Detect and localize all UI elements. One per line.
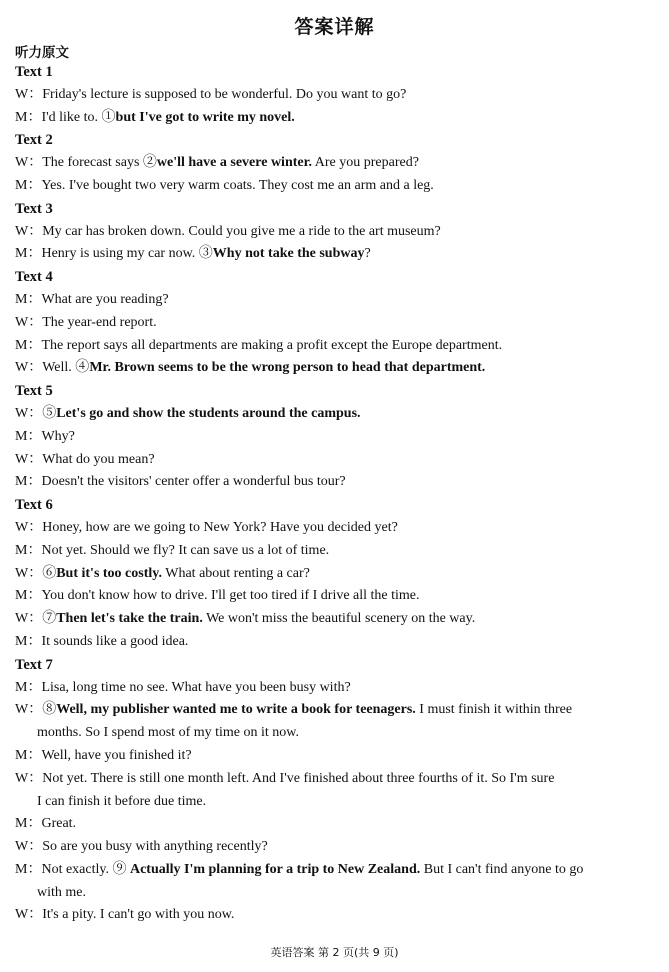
speaker-label: W：: [15, 86, 43, 102]
transcript-body: [15, 61, 657, 927]
text-heading: Text 5: [15, 383, 53, 400]
answer-highlight: Then let's take the train.: [56, 611, 203, 627]
line-text-after: ?: [364, 246, 371, 262]
line-text-after: I must finish it within three: [415, 702, 573, 718]
answer-highlight: we'll have a severe winter.: [156, 155, 313, 171]
speaker-label: W：: [15, 451, 43, 467]
line-text: ⑥: [42, 565, 57, 581]
speaker-label: M：: [15, 679, 42, 695]
text-heading: Text 4: [15, 269, 53, 286]
dialogue-line: [15, 471, 657, 494]
line-text: Not yet. Should we fly? It can save us a lot of time.: [41, 542, 330, 558]
dialogue-line: [15, 221, 657, 244]
dialogue-line: [15, 357, 657, 380]
line-text: Not yet. There is still one month left. And I've finished about three fourths of it. So I'm sure: [42, 770, 555, 786]
line-text: Well. ④: [42, 360, 90, 376]
speaker-label: W：: [15, 611, 43, 627]
dialogue-line: [15, 859, 657, 905]
speaker-label: M：: [15, 816, 42, 832]
line-text: Great.: [41, 816, 77, 832]
line-text-after: Are you prepared?: [312, 155, 419, 171]
speaker-label: M：: [15, 428, 42, 444]
speaker-label: M：: [15, 861, 42, 877]
dialogue-line: [15, 699, 657, 745]
section-label-transcript: 听力原文: [15, 45, 69, 61]
line-text: I'd like to. ①: [41, 109, 116, 125]
speaker-label: W：: [15, 519, 43, 535]
dialogue-line: [15, 677, 657, 700]
line-text: The forecast says ②: [42, 155, 157, 171]
line-text: It's a pity. I can't go with you now.: [42, 907, 235, 923]
dialogue-line: [15, 745, 657, 768]
dialogue-line: [15, 312, 657, 335]
dialogue-line: [15, 631, 657, 654]
line-text: It sounds like a good idea.: [41, 633, 189, 649]
line-text: Lisa, long time no see. What have you been busy with?: [41, 679, 351, 695]
dialogue-line: [15, 563, 657, 586]
text-heading: Text 7: [15, 656, 53, 673]
answer-highlight: but I've got to write my novel.: [115, 109, 295, 125]
speaker-label: W：: [15, 223, 43, 239]
line-text: What are you reading?: [41, 291, 169, 307]
dialogue-line: [15, 289, 657, 312]
line-text: Yes. I've bought two very warm coats. They cost me an arm and a leg.: [41, 177, 434, 193]
line-text-after: But I can't find anyone to go: [420, 861, 584, 877]
line-text: Why?: [41, 428, 75, 444]
speaker-label: M：: [15, 747, 42, 763]
line-text: The report says all departments are making a profit except the Europe department.: [41, 337, 503, 353]
speaker-label: M：: [15, 291, 42, 307]
speaker-label: W：: [15, 405, 43, 421]
dialogue-line: [15, 243, 657, 266]
dialogue-line: [15, 608, 657, 631]
line-text: ⑧: [42, 702, 57, 718]
answer-highlight: Mr. Brown seems to be the wrong person to head that department.: [89, 360, 486, 376]
speaker-label: W：: [15, 839, 43, 855]
answer-highlight: Actually I'm planning for a trip to New Zealand.: [129, 861, 421, 877]
speaker-label: M：: [15, 337, 42, 353]
dialogue-line: [15, 335, 657, 358]
dialogue-line: [15, 107, 657, 130]
dialogue-line: [15, 768, 657, 814]
line-text: So are you busy with anything recently?: [42, 839, 268, 855]
text-heading: Text 2: [15, 132, 53, 149]
text-heading: Text 6: [15, 497, 53, 514]
line-text: Not exactly. ⑨: [41, 861, 130, 877]
line-text-after: What about renting a car?: [162, 565, 310, 581]
answer-highlight: But it's too costly.: [56, 565, 162, 581]
answer-highlight: Well, my publisher wanted me to write a book for teenagers.: [56, 702, 416, 718]
answer-highlight: Why not take the subway: [212, 246, 365, 262]
speaker-label: W：: [15, 907, 43, 923]
line-text: The year-end report.: [42, 314, 157, 330]
line-text: Henry is using my car now. ③: [41, 246, 213, 262]
line-continuation: months. So I spend most of my time on it now.: [37, 725, 299, 741]
line-text: Doesn't the visitors' center offer a wonderful bus tour?: [41, 474, 346, 490]
answer-highlight: Let's go and show the students around the campus.: [56, 405, 361, 421]
dialogue-line: [15, 904, 657, 927]
dialogue-line: [15, 426, 657, 449]
dialogue-line: [15, 403, 657, 426]
speaker-label: M：: [15, 542, 42, 558]
line-text: ⑦: [42, 611, 57, 627]
speaker-label: W：: [15, 565, 43, 581]
dialogue-line: [15, 175, 657, 198]
speaker-label: W：: [15, 155, 43, 171]
line-text: What do you mean?: [42, 451, 155, 467]
dialogue-line: [15, 813, 657, 836]
speaker-label: W：: [15, 360, 43, 376]
dialogue-line: [15, 585, 657, 608]
line-continuation: with me.: [37, 884, 86, 900]
line-text: My car has broken down. Could you give me a ride to the art museum?: [42, 223, 441, 239]
speaker-label: M：: [15, 474, 42, 490]
text-heading: Text 3: [15, 200, 53, 217]
line-text: ⑤: [42, 405, 57, 421]
speaker-label: M：: [15, 633, 42, 649]
dialogue-line: [15, 152, 657, 175]
line-text-after: We won't miss the beautiful scenery on the way.: [202, 611, 476, 627]
line-text: Friday's lecture is supposed to be wonderful. Do you want to go?: [42, 86, 407, 102]
speaker-label: W：: [15, 770, 43, 786]
dialogue-line: [15, 540, 657, 563]
speaker-label: M：: [15, 246, 42, 262]
speaker-label: W：: [15, 702, 43, 718]
dialogue-line: [15, 517, 657, 540]
page-footer: 英语答案 第 2 页(共 9 页): [270, 946, 399, 959]
dialogue-line: [15, 449, 657, 472]
text-heading: Text 1: [15, 64, 53, 80]
line-text: Honey, how are we going to New York? Have you decided yet?: [42, 519, 398, 535]
speaker-label: M：: [15, 588, 42, 604]
speaker-label: M：: [15, 109, 42, 125]
dialogue-line: [15, 836, 657, 859]
line-text: You don't know how to drive. I'll get too tired if I drive all the time.: [41, 588, 420, 604]
line-continuation: I can finish it before due time.: [37, 793, 207, 809]
line-text: Well, have you finished it?: [41, 747, 192, 763]
speaker-label: M：: [15, 177, 42, 193]
speaker-label: W：: [15, 314, 43, 330]
dialogue-line: [15, 84, 657, 107]
page-title: 答案详解: [294, 16, 375, 38]
